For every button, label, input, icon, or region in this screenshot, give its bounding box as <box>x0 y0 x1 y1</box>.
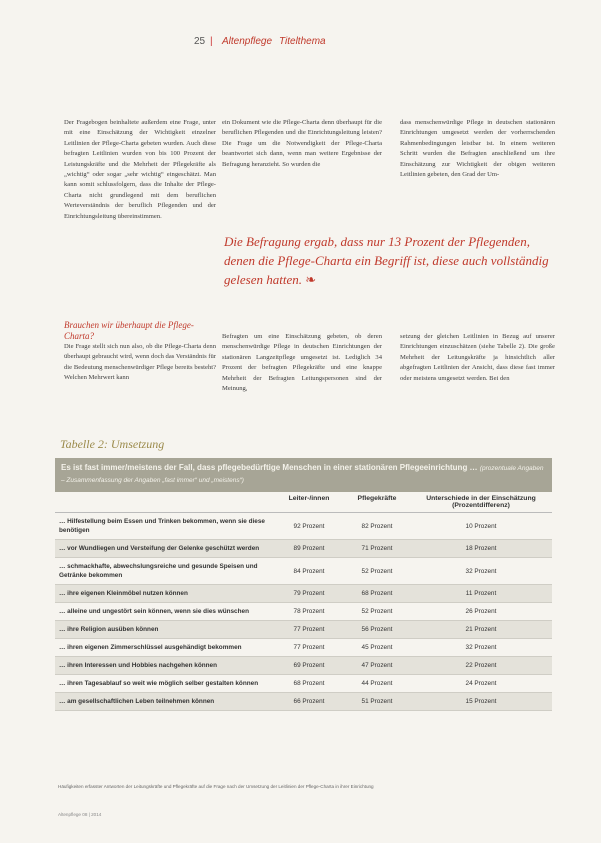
row-item: … ihren Tagesablauf so weit wie möglich selber gestalten können <box>59 680 259 687</box>
table-footnote: Häufigkeiten erfasster Antworten der Leitungskräfte und Pflegekräfte auf die Frage nach der Umsetzung der Leitlinien der Pflege-Charta in ihrer Einrichtung <box>58 784 374 789</box>
row-item: … alleine und ungestört sein können, wenn sie dies wünschen <box>59 608 249 615</box>
row-difference-value: 24 Prozent <box>465 680 497 687</box>
table-column-headers <box>55 492 552 513</box>
row-difference-value: 32 Prozent <box>465 644 497 651</box>
body-column-2-continued: Befragten um eine Einschätzung gebeten, ob deren menschenwürdige Pflege in deutschen Einrichtungen der stationären Langzeitpflege umgesetzt ist. Lediglich 34 Prozent der befragten Pflegekräfte und eine knappe Mehrheit der Befragten Leitungspersonen sind der Meinung, <box>222 333 382 393</box>
row-difference-value: 22 Prozent <box>465 662 497 669</box>
pull-quote <box>224 232 559 289</box>
row-item: … ihre Religion ausüben können <box>59 626 159 633</box>
body-column-2: ein Dokument wie die Pflege-Charta denn überhaupt für die beruflichen Pflegenden und die Einrichtungsleitung leisten? Die Frage um die Notwendigkeit der Pflege-Charta beantwortet sich dann, wenn man weitere Ergebnisse der Befragung heranzieht. So wurden die <box>222 119 382 168</box>
header-theme: Titelthema <box>279 36 326 47</box>
row-leaders-value: 77 Prozent <box>293 626 325 633</box>
row-nurses-value: 47 Prozent <box>361 662 393 669</box>
header-section: Altenpflege <box>222 36 273 47</box>
row-leaders-value: 79 Prozent <box>293 590 325 597</box>
pull-quote-text: Die Befragung ergab, dass nur 13 Prozent der Pflegenden, denen die Pflege-Charta ein Begriff ist, diese auch vollständig gelesen hatten. <box>224 234 549 287</box>
row-item: … ihren eigenen Zimmerschlüssel ausgehändigt bekommen <box>59 644 242 651</box>
row-item: … vor Wundliegen und Versteifung der Gelenke geschützt werden <box>59 545 260 552</box>
table-row <box>55 585 552 603</box>
row-nurses-value: 82 Prozent <box>361 522 393 530</box>
ornament-icon: ❧ <box>305 272 317 287</box>
subheading: Brauchen wir überhaupt die Pflege-Charta? <box>64 320 194 341</box>
header-separator: | <box>210 36 213 47</box>
row-nurses-value: 56 Prozent <box>361 626 393 633</box>
row-nurses-value: 44 Prozent <box>361 680 393 687</box>
row-leaders-value: 84 Prozent <box>293 567 325 575</box>
table-row <box>55 639 552 657</box>
column-header-leaders: Leiter-/innen <box>288 495 330 502</box>
column-header-nurses: Pflegekräfte <box>357 495 397 502</box>
row-item: … am gesellschaftlichen Leben teilnehmen können <box>59 698 215 705</box>
row-nurses-value: 45 Prozent <box>361 644 393 651</box>
table-row <box>55 657 552 675</box>
row-leaders-value: 77 Prozent <box>293 644 325 651</box>
page-number: 25 <box>194 36 206 47</box>
row-difference-value: 10 Prozent <box>465 522 497 530</box>
row-difference-value: 18 Prozent <box>465 545 497 552</box>
table-row <box>55 603 552 621</box>
page-footer: Altenpflege 08 | 2014 <box>58 812 102 817</box>
table-intro <box>55 458 552 492</box>
row-nurses-value: 51 Prozent <box>361 698 393 705</box>
row-item: … Hilfestellung beim Essen und Trinken bekommen, wenn sie diese benötigen <box>59 518 265 534</box>
table-row <box>55 693 552 711</box>
row-item: … ihre eigenen Kleinmöbel nutzen können <box>59 590 188 597</box>
table-row <box>55 540 552 558</box>
table-body <box>55 513 552 711</box>
column-header-item <box>55 495 276 509</box>
row-difference-value: 26 Prozent <box>465 608 497 615</box>
row-item: … ihren Interessen und Hobbies nachgehen können <box>59 662 218 669</box>
row-nurses-value: 71 Prozent <box>361 545 393 552</box>
body-column-1: Der Fragebogen beinhaltete außerdem eine Frage, unter mit eine Einschätzung der Wichtigkeit einzelner Leitlinien der Pflege-Charta gebeten wurden. Auch diese befragten Leitlinien wurden von bis 100 Prozent der Leistungskräfte und die Mehrheit der Pflegekräfte als „wichtig“ oder sogar „sehr wichtig“ eingeschätzt. Man kann somit schlussfolgern, dass die Inhalte der Pflege-Charta nicht grundlegend mit dem beruflichen Werteverständnis der beruflich Pflegenden und der Einrichtungsleitung übereinstimmen. <box>64 119 216 220</box>
table-row <box>55 513 552 540</box>
row-nurses-value: 68 Prozent <box>361 590 393 597</box>
table-intro-text: Es ist fast immer/meistens der Fall, dass pflegebedürftige Menschen in einer stationären Pflegeeinrichtung … <box>61 463 478 472</box>
row-nurses-value: 52 Prozent <box>361 567 393 575</box>
table-intro-subtext: (prozentuale Angaben – Zusammenfassung der Angaben „fast immer“ und „meistens“) <box>61 465 544 484</box>
row-item: … schmackhafte, abwechslungsreiche und gesunde Speisen und Getränke bekommen <box>59 563 258 579</box>
row-leaders-value: 68 Prozent <box>293 680 325 687</box>
row-leaders-value: 69 Prozent <box>293 662 325 669</box>
body-column-3-continued: setzung der gleichen Leitlinien in Bezug auf unserer Einrichtungen einzuschätzen (siehe Tabelle 2). Die große Mehrheit der Leitungskräfte ja hinsichtlich aller abgefragten Leitlinien der Ansicht, dass diese fast immer oder meistens umgesetzt werden. Bei den <box>400 333 555 382</box>
table-row <box>55 621 552 639</box>
data-table <box>55 458 552 711</box>
row-difference-value: 32 Prozent <box>465 567 497 575</box>
table-row <box>55 675 552 693</box>
row-difference-value: 11 Prozent <box>465 590 497 597</box>
body-column-1-continued: Die Frage stellt sich nun also, ob die Pflege-Charta denn überhaupt gebraucht wird, wenn doch das Verständnis für die Bedeutung menschenwürdiger Pflege bereits besteht? Welchen Mehrwert kann <box>64 343 216 382</box>
row-leaders-value: 78 Prozent <box>293 608 325 615</box>
row-difference-value: 15 Prozent <box>465 698 497 705</box>
row-nurses-value: 52 Prozent <box>361 608 393 615</box>
table-title: Tabelle 2: Umsetzung <box>60 437 165 451</box>
row-leaders-value: 66 Prozent <box>293 698 325 705</box>
column-header-difference: Unterschiede in der Einschätzung (Prozentdifferenz) <box>426 495 536 509</box>
row-leaders-value: 89 Prozent <box>293 545 325 552</box>
row-leaders-value: 92 Prozent <box>293 522 325 530</box>
table-row <box>55 558 552 585</box>
row-difference-value: 21 Prozent <box>465 626 497 633</box>
body-column-3: dass menschenwürdige Pflege in deutschen stationären Einrichtungen umgesetzt werden der vorherrschenden Rahmenbedingungen leistbar ist. In einem weiteren Schritt wurden die Befragten anschließend um ihre Einschätzung zur Wichtigkeit der obigen weiteren Leitlinien gebeten, den Grad der Um- <box>400 119 555 179</box>
